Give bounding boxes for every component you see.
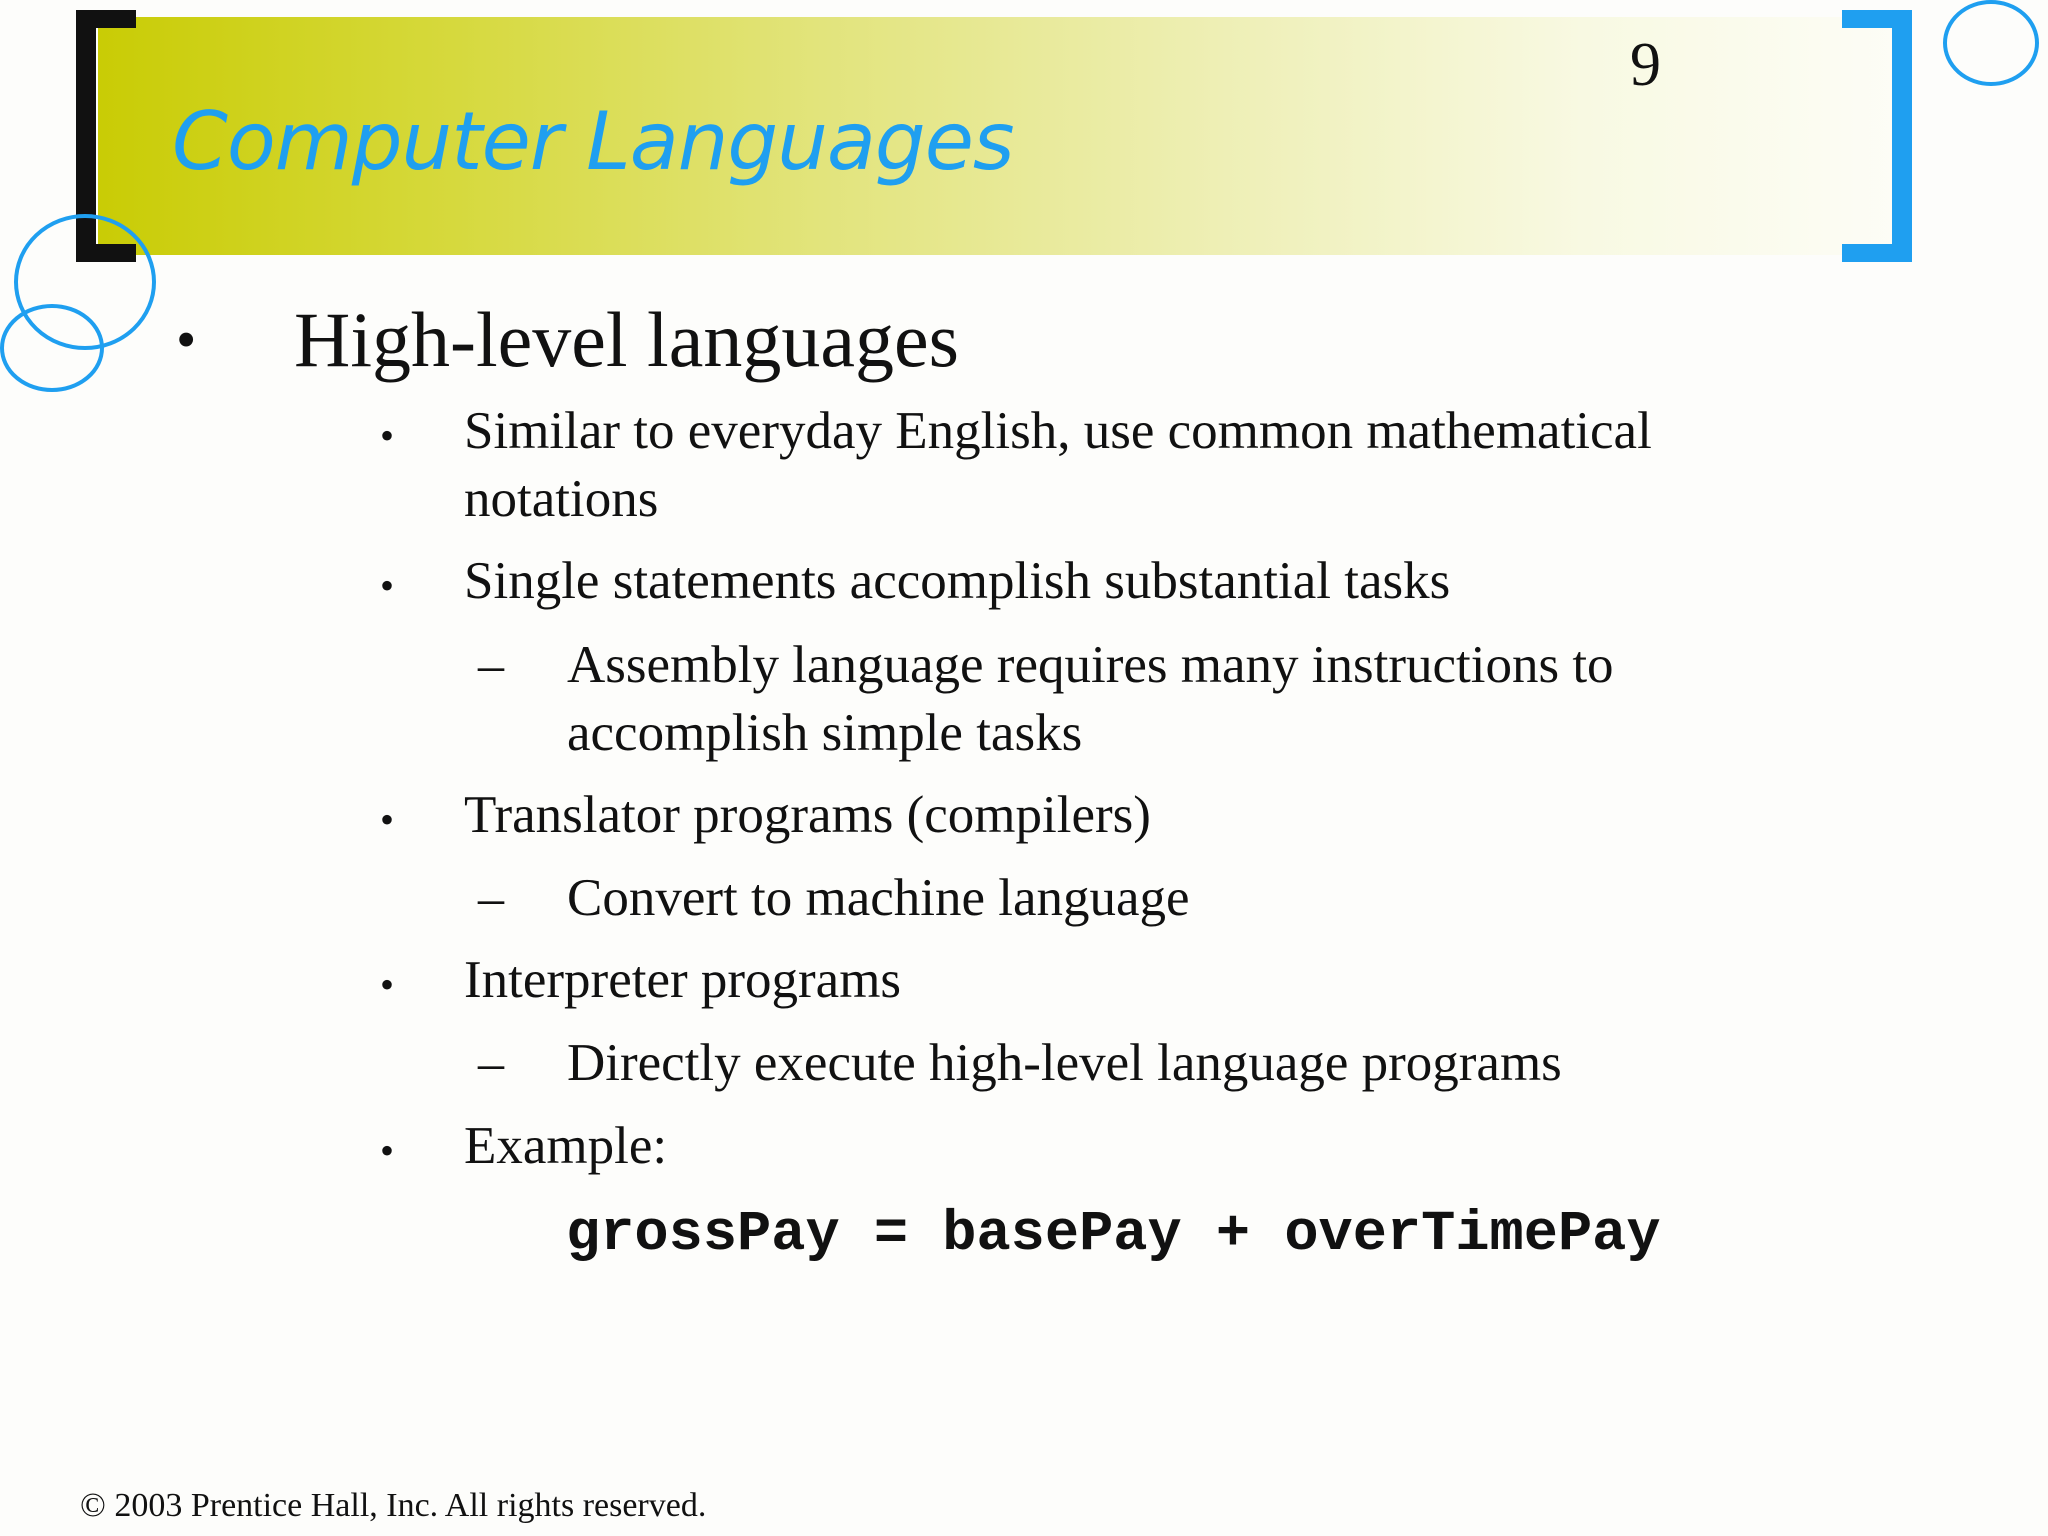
dash-icon: –: [478, 870, 504, 927]
list-item-text: Similar to everyday English, use common mathematical: [464, 402, 1652, 460]
bullet-icon: •: [380, 563, 395, 608]
bullet-icon: •: [176, 307, 197, 372]
bullet-icon: •: [380, 962, 395, 1007]
slide-number: 9: [1630, 31, 1661, 99]
dash-icon: –: [478, 637, 504, 694]
slide-title: Computer Languages: [172, 95, 1014, 188]
code-example: grossPay = basePay + overTimePay: [566, 1203, 1661, 1267]
bullet-icon: •: [380, 797, 395, 842]
list-item-text: Example:: [464, 1117, 668, 1175]
list-item-text: Interpreter programs: [464, 951, 902, 1009]
main-bullet-text: High-level languages: [294, 296, 959, 383]
copyright-footer: © 2003 Prentice Hall, Inc. All rights reserved.: [80, 1487, 707, 1524]
list-item-text: Translator programs (compilers): [464, 786, 1151, 844]
list-item-text: accomplish simple tasks: [567, 704, 1083, 762]
bullet-icon: •: [380, 1128, 395, 1173]
dash-icon: –: [478, 1035, 504, 1092]
list-item-text: Directly execute high-level language programs: [567, 1034, 1562, 1092]
bullet-icon: •: [380, 413, 395, 458]
list-item-text: notations: [464, 470, 659, 528]
list-item-text: Single statements accomplish substantial tasks: [464, 552, 1451, 610]
list-item-text: Assembly language requires many instructions to: [567, 636, 1614, 694]
list-item-text: Convert to machine language: [567, 869, 1190, 927]
